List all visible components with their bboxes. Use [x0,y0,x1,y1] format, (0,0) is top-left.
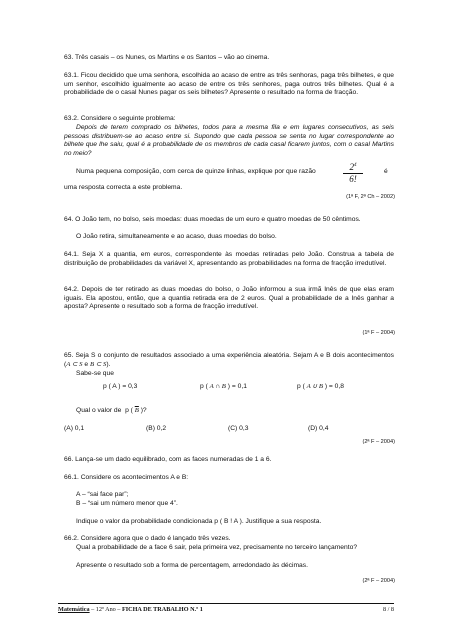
a-subset-s: A ⊂ S [66,360,83,368]
q66-title: 66. Lança-se um dado equilibrado, com as faces numeradas de 1 a 6. [64,456,272,463]
q65-intro-text: 65. Seja S o conjunto de resultados associado a uma experiência aleatória. Sejam A e B dois acontecimentos ( [64,352,394,368]
q66-source: (2ª F – 2004) [362,578,395,584]
q64-sub: O João retira, simultaneamente e ao acaso, duas moedas do bolso. [76,233,277,240]
q64-title: 64. O João tem, no bolso, seis moedas: duas moedas de um euro e quatro moedas de 50 cêntimos. [64,216,361,223]
q63-source: (1ª F, 2ª Ch – 2002) [346,194,395,200]
q66-b-def: B – “sai um número menor que 4”. [76,500,178,507]
frac-denominator: 6! [349,174,357,184]
q66-a-def: A – “sai face par”; [76,491,129,498]
pAuB-expr: A ∪ B [306,383,323,390]
pAuB-post: ) = 0,8 [324,383,344,390]
q63-1-text: 63.1. Ficou decidido que uma senhora, escolhida ao acaso de entre as três senhoras, paga três bilhetes, e que um senhor, escolhido igualmente ao acaso de entre os três senhores, paga outros três bilhetes. Qual é a probabilidade de o casal Nunes pagar os seis bilhetes? Apresente o resultado na forma de fracção. [64,72,394,97]
footer-grade: – 12º Ano – [89,606,122,613]
b-subset-s: B ⊂ S [89,360,107,368]
q65-source: (2ª F – 2004) [362,439,395,445]
q65-intro [64,352,394,369]
q66-2-task: Apresente o resultado sob a forma de percentagem, arredondado às décimas. [76,562,308,569]
q65-pA: p ( A ) = 0,3 [103,383,138,390]
q65-pAuB [297,383,344,392]
q65-option-c: (C) 0,3 [228,425,249,432]
q65-pAintB [200,383,247,392]
footer-sheet: FICHA DE TRABALHO N.º 1 [121,606,203,613]
b-complement: $\overline{B}$ [134,407,139,414]
q65-ask [76,407,147,416]
q63-title: 63. Três casais – os Nunes, os Martins e os Santos – vão ao cinema. [64,54,270,61]
q65-option-b: (B) 0,2 [146,425,167,432]
page-footer [58,603,394,614]
q63-2-e: é [384,168,388,175]
q63-2-lead: 63.2. Considere o seguinte problema: [64,115,176,122]
ask-p: p ( [125,407,133,414]
q63-2-end: uma resposta correcta a este problema. [64,184,183,191]
page-number: 8 / 8 [382,606,394,613]
pAintB-expr: A ∩ B [209,383,226,390]
q66-2-question: Qual a probabilidade de a face 6 sair, pela primeira vez, precisamente no terceiro lançamento? [76,544,358,551]
pAintB-pre: p ( [200,383,208,390]
q65-know: Sabe-se que [76,370,114,377]
frac-exponent: 4 [354,163,357,168]
q66-1-task: Indique o valor da probabilidade condicionada p ( B ! A ). Justifique a sua resposta. [76,518,322,525]
pAintB-post: ) = 0,1 [227,383,247,390]
q65-option-a: (A) 0,1 [64,425,85,432]
fraction-2pow4-over-6fact [343,161,363,184]
q64-1-text: 64.1. Seja X a quantia, em euros, correspondente às moedas retiradas pelo João. Construa a tabela de distribuição de probabilidades da variável X, apresentando as probabilidades na forma de fracção irredutível. [64,251,394,267]
ask-text: Qual o valor de [76,407,122,414]
q65-option-d: (D) 0,4 [308,425,329,432]
frac-numerator: 2 [349,162,354,172]
q66-1-text: 66.1. Considere os acontecimentos A e B: [64,474,189,481]
q65-intro-end: ). [106,360,111,368]
ask-end: )? [140,407,147,414]
q66-2-text: 66.2. Considere agora que o dado é lançado três vezes. [64,535,231,542]
q63-2-ask: Numa pequena composição, com cerca de quinze linhas, explique por que razão [76,168,316,175]
q65-and: e [84,360,89,368]
q63-2-problem: Depois de terem comprado os bilhetes, todos para a mesma fila e em lugares consecutivos, as seis pessoas distribuem-se ao acaso entre si. Supondo que cada pessoa se senta no lugar correspondente ao bilhete que lhe saiu, qual é a probabilidade de os membros de cada casal ficarem juntos, com o casal Martins no meio? [64,124,394,157]
q64-source: (1ª F – 2004) [362,330,395,336]
footer-subject: Matemática [58,606,90,613]
pAuB-pre: p ( [297,383,305,390]
q64-2-text: 64.2. Depois de ter retirado as duas moedas do bolso, o João informou a sua irmã Inês de que elas eram iguais. Ela apostou, então, que a quantia retirada era de 2 euros. Qual a probabilidade de a Inês ganhar a aposta? Apresente o resultado sob a forma de fracção irredutível. [64,286,394,311]
